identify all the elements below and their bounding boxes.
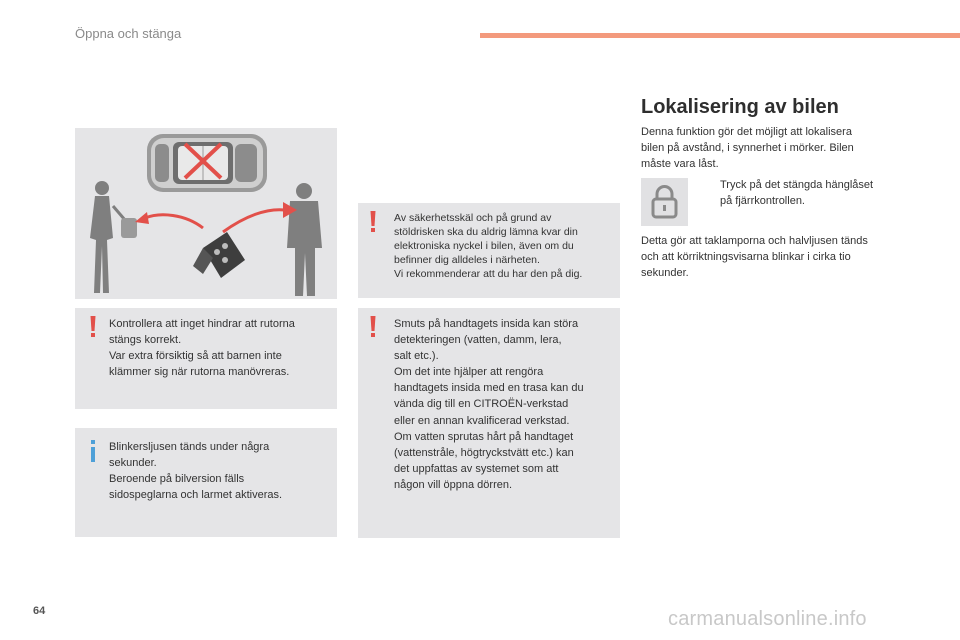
header-accent-bar (480, 33, 960, 38)
man-silhouette-icon (287, 183, 322, 296)
arrow-right-icon (223, 210, 285, 232)
woman-silhouette-icon (90, 181, 137, 293)
section-header-title: Öppna och stänga (75, 26, 182, 41)
car-keyfob-illustration (75, 128, 337, 299)
window-warning-note (75, 308, 337, 409)
watermark: carmanualsonline.info (668, 608, 867, 630)
arrow-left-icon (145, 215, 203, 228)
handle-dirt-warning-note (358, 308, 620, 538)
key-theft-warning-note (358, 203, 620, 298)
info-icon (88, 440, 98, 462)
section-result-text: Detta gör att taklamporna och halvljusen tänds och att körriktningsvisarna blinkar i cirka tio sekunder. (641, 235, 868, 279)
lock-button-icon (641, 178, 688, 226)
window-warning-text: Kontrollera att inget hindrar att rutorna stängs korrekt. Var extra försiktig så att barnen inte klämmer sig när rutorna manövreras. (109, 318, 295, 378)
section-intro-text: Denna funktion gör det möjligt att lokalisera bilen på avstånd, i synnerhet i mörker. Bilen måste vara låst. (641, 126, 854, 170)
illustration-panel (75, 128, 337, 299)
blinker-info-text: Blinkersljusen tänds under några sekunder. Beroende på bilversion fälls sidospeglarna och larmet aktiveras. (109, 441, 283, 501)
warning-exclamation-icon (369, 211, 377, 233)
step-instruction-text: Tryck på det stängda hänglåset på fjärrkontrollen. (720, 179, 874, 207)
section-title: Lokalisering av bilen (641, 96, 839, 118)
warning-exclamation-icon (369, 316, 377, 338)
keyfob-icon (193, 232, 245, 278)
blinker-info-note (75, 428, 337, 537)
handle-dirt-warning-text: Smuts på handtagets insida kan störa detekteringen (vatten, damm, lera, salt etc.). Om det inte hjälper att rengöra handtagets insida med en trasa kan du vända dig till en CITROËN-verkstad eller en annan kvalificerad verkstad. Om vatten sprutas hårt på handtaget (vattenstråle, högtryckstvätt etc.) kan det uppfattas av systemet som att någon vill öppna dörren. (394, 318, 584, 491)
page-number: 64 (33, 605, 46, 617)
lock-button-illustration (641, 178, 688, 226)
warning-exclamation-icon (89, 316, 97, 338)
key-theft-warning-text: Av säkerhetsskäl och på grund av stöldrisken ska du aldrig lämna kvar din elektroniska nyckel i bilen, även om du befinner dig alldeles i närheten. Vi rekommenderar att du har den på dig. (394, 212, 583, 280)
